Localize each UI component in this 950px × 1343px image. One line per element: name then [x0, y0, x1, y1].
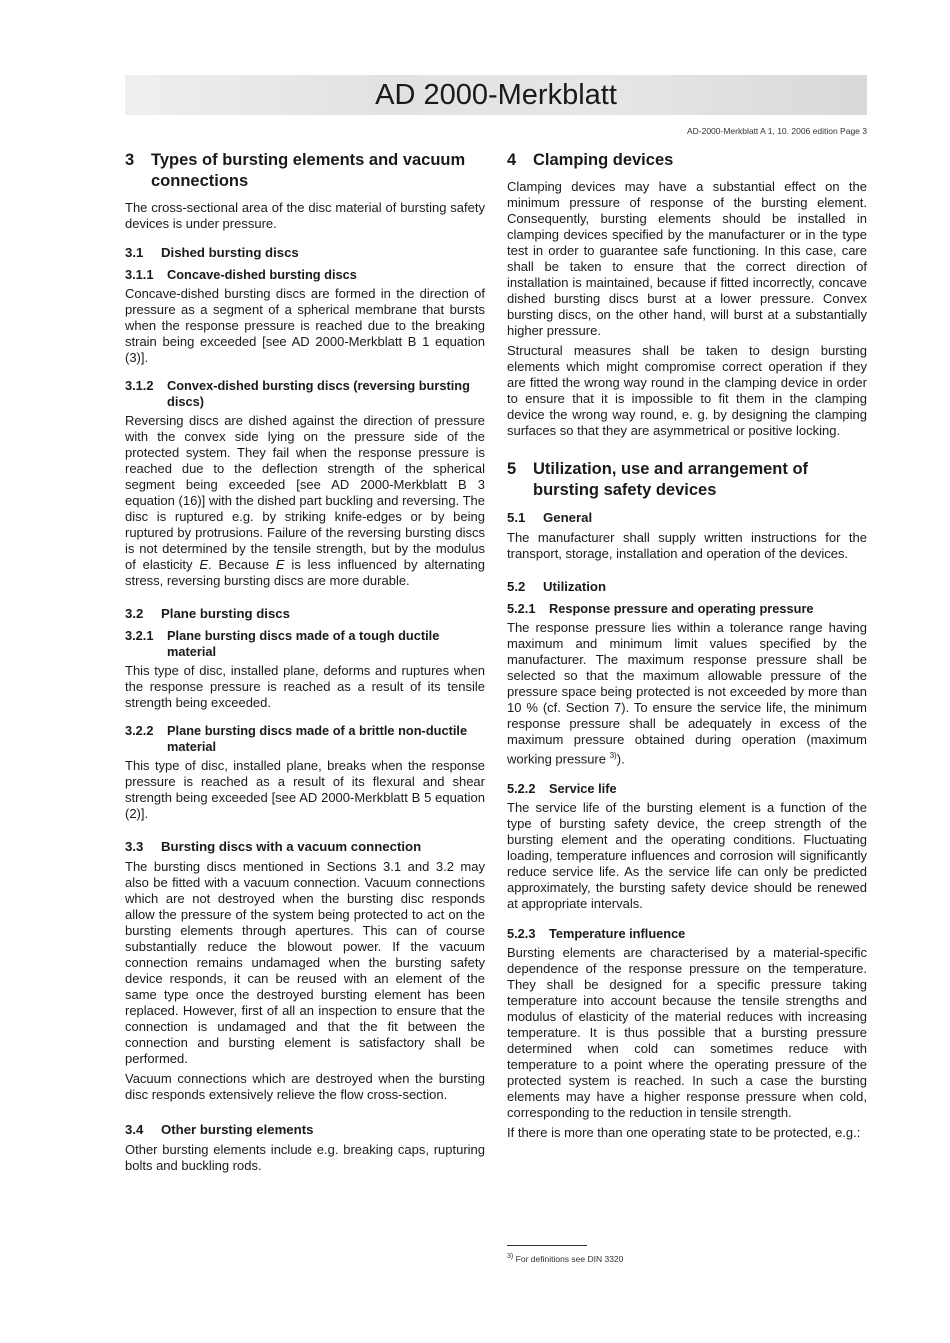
- footnote-text: For definitions see DIN 3320: [513, 1253, 624, 1264]
- section-number: 4: [507, 151, 517, 169]
- paragraph: Vacuum connections which are destroyed when the bursting disc responds extensively relieve the flow cross-section.: [125, 1071, 485, 1102]
- paragraph: This type of disc, installed plane, breaks when the response pressure is reached as a result of its flexural and shear strength being exceeded [see AD 2000-Merkblatt B 5 equation (2)].: [125, 758, 485, 821]
- section-title: General: [543, 510, 593, 525]
- section-title: Utilization: [543, 579, 607, 594]
- section-number: 5.2.2: [507, 781, 536, 797]
- section-3-2-heading: [125, 605, 485, 622]
- section-3-1-heading: [125, 244, 485, 261]
- text-run: is less influenced by alternating stress, reversing bursting discs are more durable.: [125, 557, 485, 588]
- section-3-2-1-heading: [125, 628, 485, 660]
- section-3-2-2-heading: [125, 723, 485, 755]
- section-title: Bursting discs with a vacuum connection: [161, 839, 422, 854]
- text-run: . Because: [208, 557, 276, 572]
- section-5-1-heading: [507, 509, 867, 526]
- text-run: ).: [616, 751, 625, 767]
- paragraph: Clamping devices may have a substantial effect on the minimum pressure of response of the bursting element. Consequently, bursting elements should be installed in clamping devices specified by the manufacturer or in the type test in order to guarantee safe functioning. In this case, care shall be taken to ensure that the correct direction of installation is maintained, because if fitted incorrectly, concave dished bursting discs burst at a lower pressure. Convex bursting discs, on the other hand, will burst at a substantially higher pressure.: [507, 179, 867, 338]
- paragraph: If there is more than one operating state to be protected, e.g.:: [507, 1125, 861, 1141]
- section-3-1-1-heading: [125, 267, 485, 283]
- section-title: Response pressure and operating pressure: [549, 601, 814, 616]
- section-number: 5.2: [507, 579, 526, 594]
- section-number: 3.2.1: [125, 628, 154, 643]
- spacer: [507, 443, 867, 459]
- section-number: 5.2.3: [507, 926, 536, 942]
- section-number: 3.2: [125, 606, 144, 621]
- paragraph: [125, 413, 485, 589]
- section-5-2-heading: [507, 578, 867, 595]
- section-5-2-1-heading: [507, 601, 867, 617]
- document-title: AD 2000-Merkblatt: [375, 79, 617, 111]
- section-title: Types of bursting elements and vacuum connections: [151, 151, 466, 190]
- section-title: Temperature influence: [549, 926, 686, 942]
- section-number: 5.1: [507, 510, 526, 525]
- section-3-3-heading: [125, 838, 485, 855]
- section-title: Utilization, use and arrangement of bursting safety devices: [533, 460, 809, 499]
- paragraph: The manufacturer shall supply written instructions for the transport, storage, installation and operation of the devices.: [507, 530, 867, 561]
- symbol-e: E: [275, 557, 285, 572]
- footnote-mark: 3): [507, 1252, 514, 1260]
- section-title: Concave-dished bursting discs: [167, 267, 357, 282]
- paragraph: The service life of the bursting element is a function of the type of bursting safety device, the creep strength of the bursting element and the operating conditions. Fluctuating loading, temperature influences and corrosion will significantly reduce service life. As the service life can only be predicted approximately, the bursting safety device should be renewed at appropriate intervals.: [507, 800, 867, 912]
- paragraph: The cross-sectional area of the disc material of bursting safety devices is under pressure.: [125, 200, 485, 231]
- edition-line: AD-2000-Merkblatt A 1, 10. 2006 edition Page 3: [686, 126, 867, 136]
- paragraph: The bursting discs mentioned in Sections 3.1 and 3.2 may also be fitted with a vacuum connection. Vacuum connections which are not destroyed when the bursting disc responds allow the pressure of the system being protected to act on the bursting elements through apertures. This can of course substantially reduce the blowout power. If the vacuum connection remains undamaged when the bursting safety device responds, it can be reused with an element of the same type once the destroyed bursting element has been replaced. However, first of all an inspection to ensure that the connection is undamaged and that the fit between the connection and bursting element is satisfactory shall be performed.: [125, 859, 485, 1066]
- paragraph: Other bursting elements include e.g. breaking caps, rupturing bolts and buckling rods.: [125, 1142, 485, 1173]
- section-title: Dished bursting discs: [161, 245, 299, 260]
- section-title: Plane bursting discs made of a brittle non-ductile material: [167, 723, 468, 754]
- section-title: Plane bursting discs: [161, 606, 290, 621]
- section-5-heading: [507, 459, 867, 501]
- paragraph: Structural measures shall be taken to design bursting elements which might compromise correct operation if they are fitted the wrong way round in the clamping device in order to ensure that it is impossible to fit them in the clamping device the wrong way round, e. g. by designing the clamping surfaces so that they are asymmetrical or positive locking.: [507, 343, 867, 438]
- text-run: The response pressure lies within a tolerance range having maximum and minimum limit values specified by the manufacturer. The maximum response pressure shall be selected so that the maximum allowable pressure of the pressure space being protected is not exceeded by more than 10 % (cf. Section 7). To ensure the service life, the minimum response pressure shall be adequately in excess of the maximum pressure obtained during operation (maximum working pressure: [507, 620, 867, 767]
- paragraph: Bursting elements are characterised by a material-specific dependence of the response pressure on the temperature. They shall be designed for a specific pressure taking temperature into account because the tensile strengths and modulus of elasticity of the material reduces with increasing temperature. It is thus possible that a bursting pressure determined when cold can sometimes reduce with temperature to a point where the operating pressure of the protected system is reached. In such a case the bursting elements may have a higher response pressure when cold, corresponding to the reduction in tensile strength.: [507, 945, 867, 1121]
- footnote: [507, 1252, 623, 1264]
- section-title: Clamping devices: [533, 151, 674, 169]
- section-title: Convex-dished bursting discs (reversing bursting discs): [167, 378, 470, 409]
- section-number: 3.2.2: [125, 723, 154, 738]
- section-number: 5: [507, 460, 517, 478]
- section-3-1-2-heading: [125, 378, 485, 410]
- section-3-heading: [125, 150, 485, 192]
- section-number: 3.4: [125, 1122, 144, 1137]
- section-title: Other bursting elements: [161, 1122, 314, 1137]
- section-5-2-3-heading: [507, 926, 867, 942]
- section-4-heading: [507, 150, 867, 171]
- paragraph: [507, 620, 867, 767]
- section-title: Plane bursting discs made of a tough ductile material: [167, 628, 440, 659]
- header-banner: [125, 75, 867, 115]
- footnote-divider: [507, 1245, 587, 1246]
- symbol-e: E: [199, 557, 209, 572]
- text-run: Reversing discs are dished against the direction of pressure with the convex side lying on the pressure side of the protected system. They fail when the response pressure is reached due to the deflection strength of the spherical segment being exceeded [see AD 2000-Merkblatt B 3 equation (16)] with the dished part buckling and reversing. The disc is ruptured e.g. by striking knife-edges or by being ruptured by protrusions. Failure of the reversing bursting discs is not determined by the tensile strength, but by the modulus of elasticity: [125, 413, 485, 572]
- left-column: [125, 150, 485, 1178]
- footnote-ref: 3): [609, 751, 617, 760]
- section-title: Service life: [549, 781, 617, 797]
- section-number: 5.2.1: [507, 601, 536, 616]
- section-5-2-2-heading: [507, 781, 867, 797]
- section-number: 3.1.1: [125, 267, 154, 282]
- paragraph: This type of disc, installed plane, deforms and ruptures when the response pressure is reached as a result of its tensile strength being exceeded.: [125, 663, 485, 710]
- section-3-4-heading: [125, 1121, 485, 1138]
- section-number: 3.3: [125, 839, 144, 854]
- right-column: [507, 150, 867, 1145]
- paragraph: Concave-dished bursting discs are formed in the direction of pressure as a segment of a spherical membrane that bursts when the response pressure is reached due to the breaking strain being exceeded [see AD 2000-Merkblatt B 1 equation (3)].: [125, 286, 485, 365]
- section-number: 3.1.2: [125, 378, 154, 393]
- section-number: 3.1: [125, 245, 144, 260]
- section-number: 3: [125, 151, 135, 169]
